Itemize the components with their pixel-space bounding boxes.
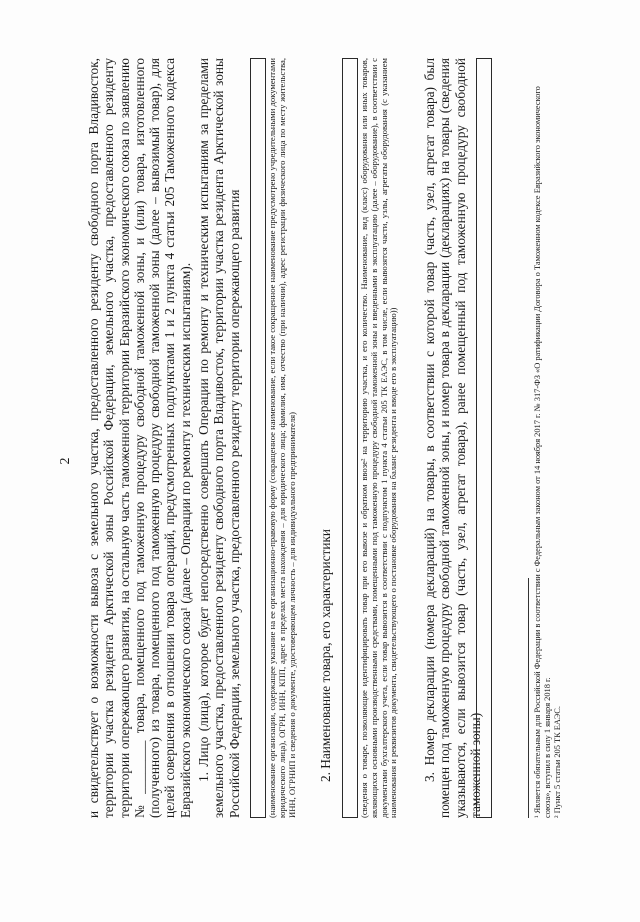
section-2-note-text: (сведения о товаре, позволяющие идентифицировать товар при его вывозе и обратном ввозе² на территорию участка, и его количество. Наименование, вид (класс) оборудования или иных товаров, являющихся основными производственными средствами, помещенными под таможенную процедуру свободной таможенной зоны и введенными в эксплуатацию (далее – оборудование), в соответствии с документами бухгалтерского учета, если товар вывозится в соответствии с подпунктом 1 пункта 4 статьи 205 ТК ЕАЭС, в том числе, если вывозятся части, узлы, агрегаты оборудования (с указанием наименования и реквизитов документа, свидетельствующего о постановке оборудования на баланс резидента и вводе его в эксплуатацию)) [359,58,399,818]
footnotes [533,58,562,818]
section-1-note [268,58,297,818]
footnote-divider [528,578,529,818]
section-2 [318,58,333,818]
section-3-text: 3. Номер декларации (номера деклараций) на товары, в соответствии с которой товар (часть, узел, агрегат товара) был помещен под таможенную процедуру свободной таможенной зоны, и номер товара в декларации (декларациях) на товары (сведения указываются, если вывозится товар (часть, узел, агрегат товара), ранее помещенный под таможенную процедуру свободной таможенной зоны) [422,58,483,818]
page-number: 2 [58,457,73,465]
section-1 [196,58,242,818]
footnote-1: ¹ Является обязательным для Российской Федерации в соответствии с Федеральным законом от 14 ноября 2017 г. № 317-ФЗ «О ратификации Договора о Таможенном кодексе Евразийского экономического союза», вступил в силу 1 января 2018 г. [533,86,552,818]
intro-paragraph [86,58,193,818]
section-3-answer-box [476,58,492,818]
footnote-2: ² Пункт 5 статьи 205 ТК ЕАЭС. [552,706,562,818]
section-3 [422,58,483,818]
section-1-note-text: (наименование организации, содержащее указание на ее организационно-правовую форму (сокращенное наименование, если такое сокращенное наименование предусмотрено учредительными документами юридического лица), ОГРН, ИНН, КПП, адрес в пределах места нахождения – для юридического лица; фамилия, имя, отчество (при наличии), адрес регистрации физического лица по месту жительства, ИНН, ОГРНИП и сведения о документе, удостоверяющем личность – для индивидуального предпринимателя) [267,58,297,818]
section-2-answer-box [342,58,358,818]
section-2-note [360,58,399,818]
section-1-text: 1. Лицо (лица), которое будет непосредственно совершать Операции по ремонту и техническим испытаниям за пределами земельного участка, предоставленного резиденту свободного порта Владивосток, территории участка резидента Арктической зоны Российской Федерации, земельного участка, предоставленного резиденту территории опережающего развития [196,58,242,818]
intro-text: и свидетельствует о возможности вывоза с земельного участка, предоставленного резиденту свободного порта Владивосток, территории участка резидента Арктической зоны Российской Федерации, земельного участка, предоставленного резиденту территории опережающего развития, на остальную часть таможенной территории Евразийского экономического союза по заявлению № ________ товара, помещенного под таможенную процедуру свободной таможенной зоны, и (или) товара, изготовленного (полученного) из товара, помещенного под таможенную процедуру свободной таможенной зоны (далее – вывозимый товар), для целей совершения в отношении товара операций, предусмотренных подпунктами 1 и 2 пункта 4 статьи 205 Таможенного кодекса Евразийского экономического союза¹ (далее – Операции по ремонту и техническим испытаниям). [86,58,193,818]
rotated-document [50,46,590,876]
section-1-answer-box [250,58,266,818]
section-2-text: 2. Наименование товара, его характеристики [318,528,333,782]
